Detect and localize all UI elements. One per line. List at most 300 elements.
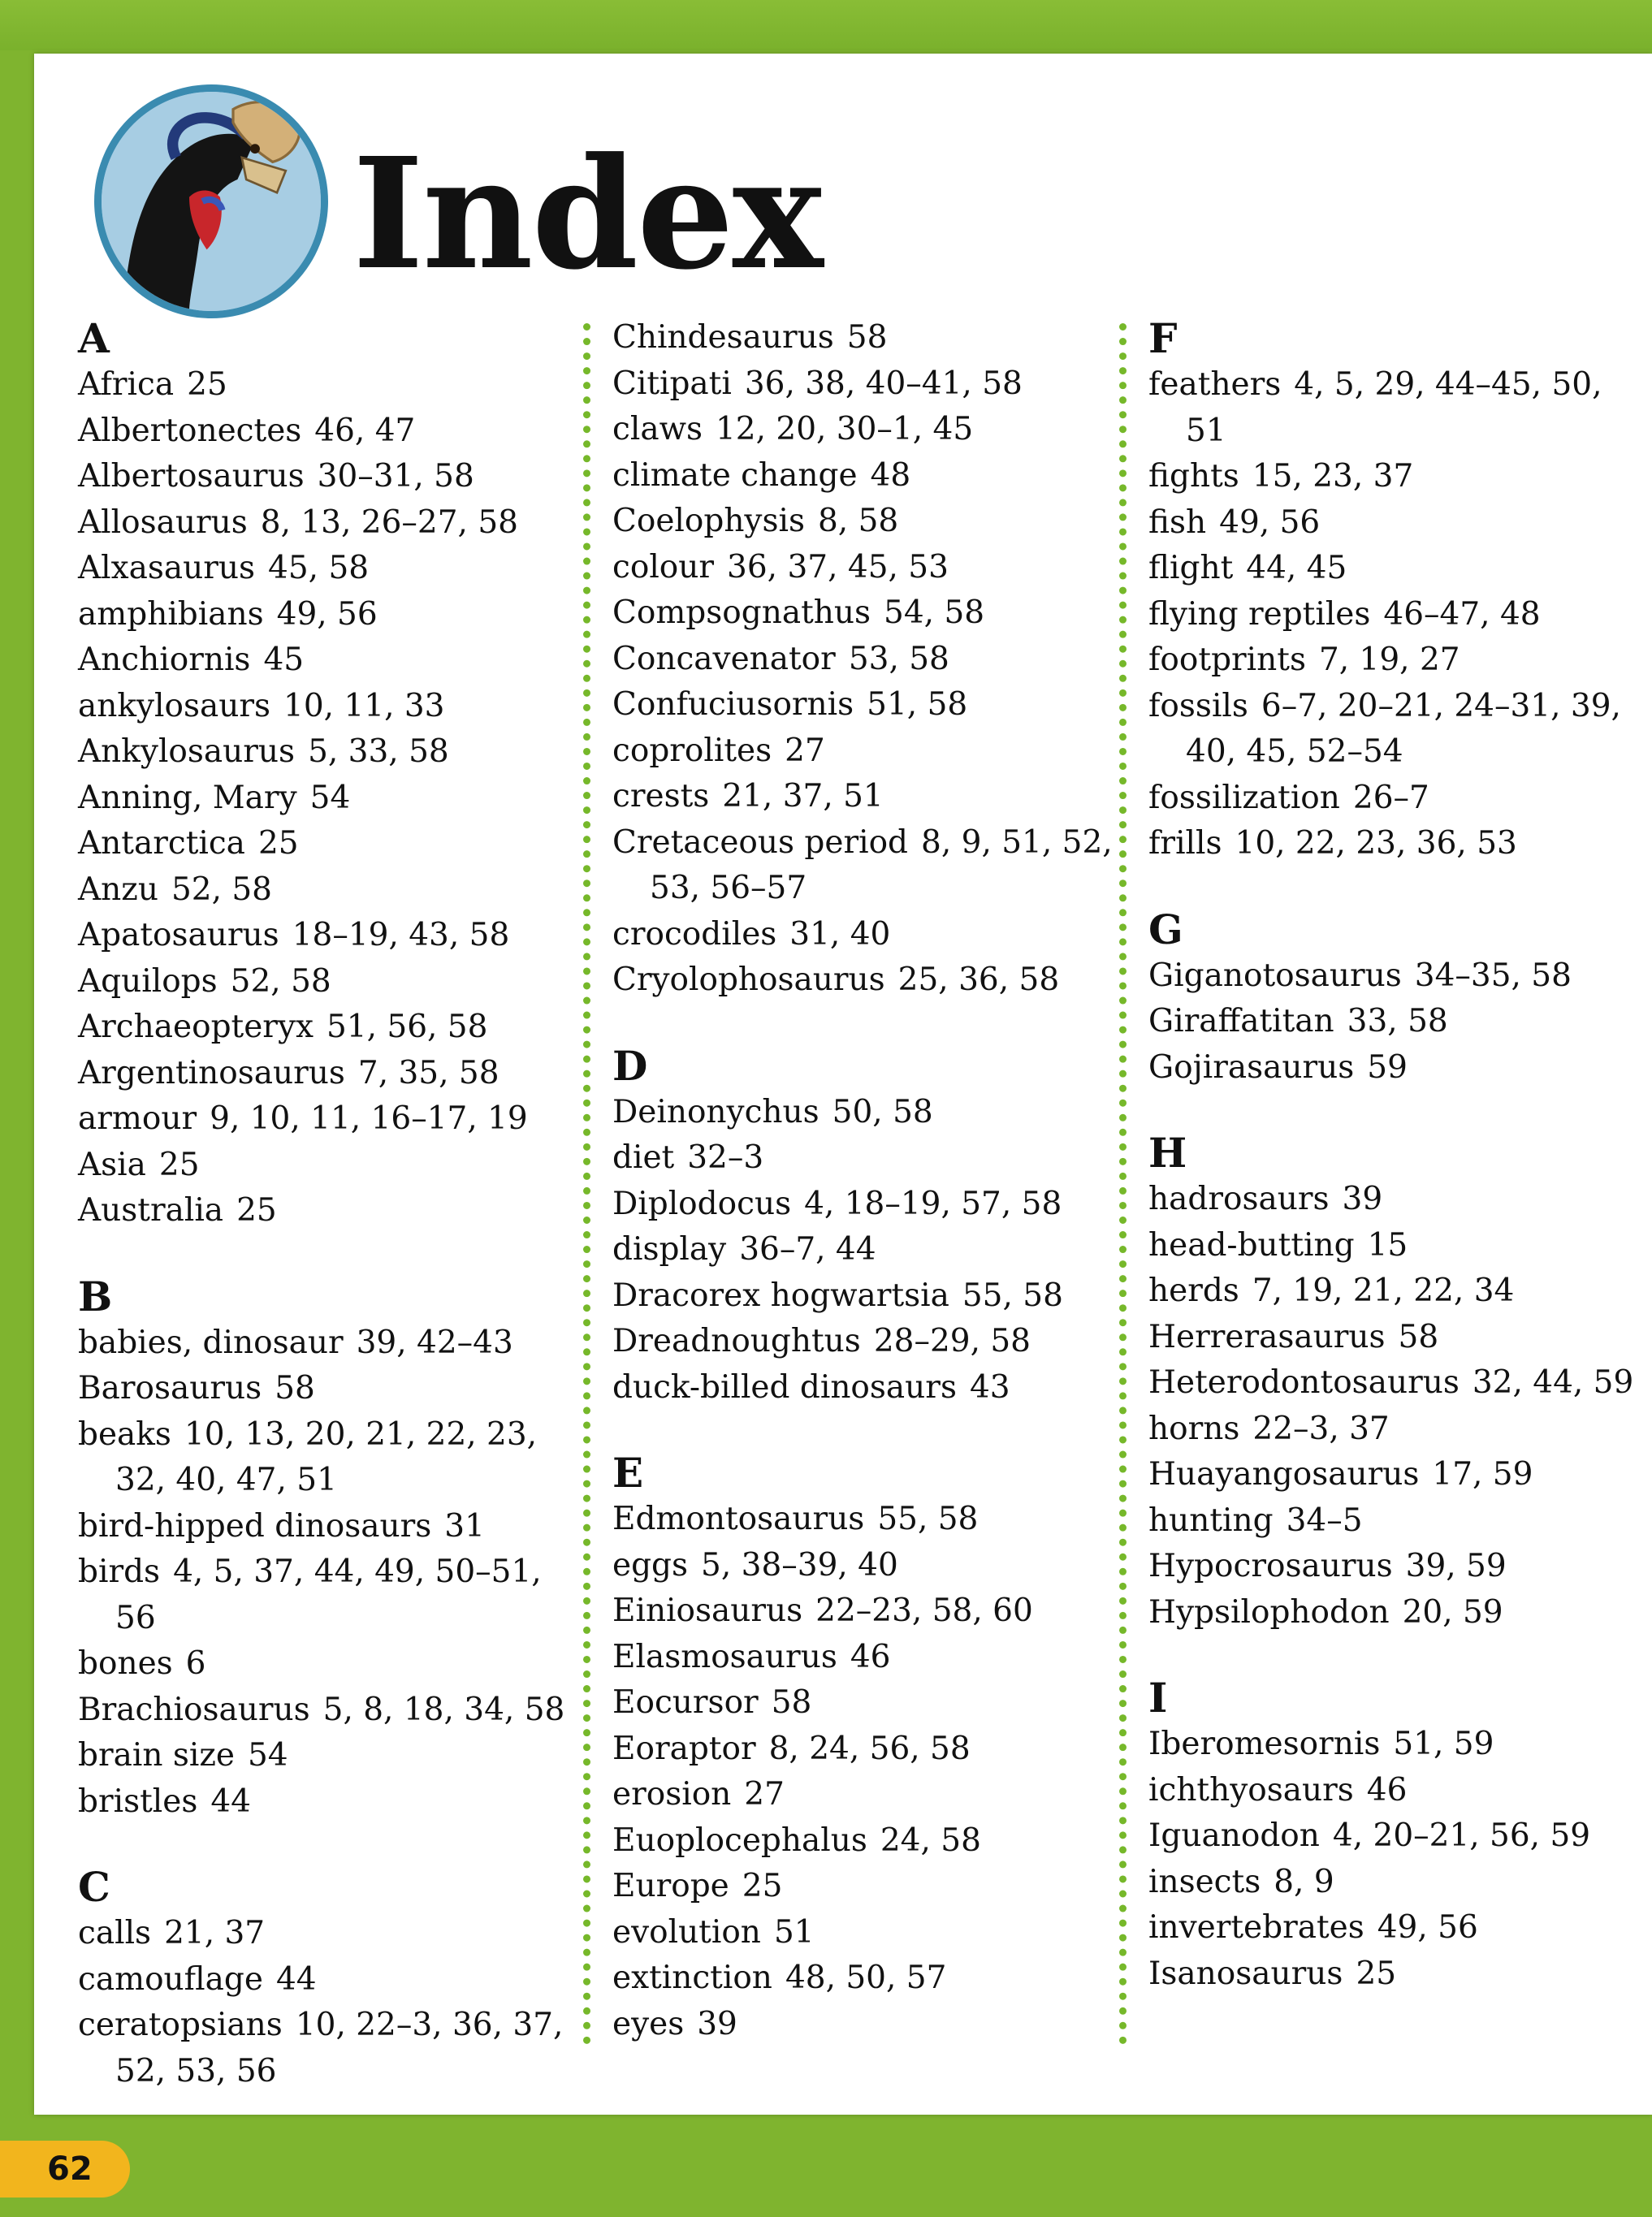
- entry-pages: 22–3, 37: [1252, 1410, 1390, 1447]
- entry-term: crocodiles: [612, 915, 777, 953]
- entry-term: Dreadnoughtus: [612, 1323, 861, 1359]
- entry-term: display: [612, 1231, 727, 1268]
- entry-term: fossilization: [1148, 779, 1340, 816]
- entry-term: Euoplocephalus: [612, 1822, 867, 1859]
- entry-pages: 51, 59: [1393, 1726, 1494, 1762]
- entry-pages: 10, 22–3, 36, 37, 52, 53, 56: [115, 2007, 564, 2090]
- index-entry: [78, 408, 582, 455]
- entry-term: extinction: [612, 1960, 772, 1996]
- index-entry: [1148, 1722, 1652, 1768]
- index-entry: [612, 1090, 1116, 1136]
- entry-term: fossils: [1148, 687, 1248, 724]
- entry-pages: 44: [275, 1960, 317, 1998]
- entry-pages: 25, 36, 58: [897, 962, 1060, 998]
- entry-term: colour: [612, 548, 715, 586]
- index-entry: [78, 913, 582, 959]
- index-entry: [78, 1733, 582, 1779]
- entry-term: eyes: [612, 2005, 685, 2042]
- entry-pages: 52, 58: [230, 962, 331, 1000]
- entry-term: Anzu: [78, 871, 158, 908]
- index-entry: [612, 361, 1116, 408]
- entry-term: Concavenator: [612, 640, 836, 677]
- section-letter: A: [78, 314, 110, 362]
- entry-term: bones: [78, 1645, 173, 1682]
- entry-term: ichthyosaurs: [1148, 1771, 1354, 1809]
- index-entry: [1148, 953, 1652, 1000]
- entry-term: Eoraptor: [612, 1730, 756, 1767]
- index-entry: [78, 1911, 582, 1957]
- index-entry: [78, 1366, 582, 1412]
- entry-term: crests: [612, 778, 710, 815]
- index-entry: [1148, 1177, 1652, 1223]
- index-entry: [1148, 500, 1652, 547]
- index-entry: [78, 637, 582, 684]
- entry-pages: 4, 5, 37, 44, 49, 50–51, 56: [115, 1554, 542, 1636]
- entry-term: Anchiornis: [78, 642, 251, 678]
- entry-term: Iguanodon: [1148, 1817, 1320, 1854]
- index-entry: [78, 1051, 582, 1097]
- entry-term: Compsognathus: [612, 594, 871, 631]
- entry-pages: 50, 58: [832, 1093, 933, 1130]
- index-entry: [78, 1005, 582, 1051]
- index-entry: [1148, 637, 1652, 684]
- entry-term: Dracorex hogwartsia: [612, 1277, 949, 1314]
- entry-term: hunting: [1148, 1502, 1274, 1539]
- entry-pages: 59: [1367, 1048, 1408, 1086]
- index-entry: [1148, 999, 1652, 1045]
- entry-term: evolution: [612, 1913, 761, 1951]
- entry-pages: 8, 13, 26–27, 58: [260, 503, 518, 541]
- entry-pages: 53, 58: [848, 640, 949, 677]
- entry-pages: 5, 33, 58: [308, 733, 449, 770]
- entry-pages: 4, 20–21, 56, 59: [1332, 1817, 1591, 1854]
- entry-term: Deinonychus: [612, 1093, 820, 1130]
- entry-term: Confuciusornis: [612, 686, 854, 723]
- scan-edge: [0, 0, 1652, 50]
- index-column-2: [612, 315, 1116, 2086]
- entry-pages: 36, 38, 40–41, 58: [744, 365, 1023, 402]
- entry-term: Citipati: [612, 365, 732, 402]
- index-entry: [612, 1680, 1116, 1726]
- index-entry: [1148, 684, 1652, 776]
- entry-term: Albertonectes: [78, 412, 302, 449]
- index-entry: [1148, 546, 1652, 592]
- index-entry: [612, 1135, 1116, 1182]
- index-entry: [78, 1957, 582, 2003]
- entry-term: Albertosaurus: [78, 458, 305, 495]
- entry-pages: 52, 58: [171, 871, 272, 908]
- entry-pages: 49, 56: [1219, 503, 1321, 541]
- index-entry: [612, 499, 1116, 545]
- index-entry: [78, 1504, 582, 1550]
- entry-pages: 25: [236, 1192, 277, 1229]
- index-entry: [1148, 1045, 1652, 1091]
- entry-term: Einiosaurus: [612, 1593, 803, 1629]
- entry-pages: 15, 23, 37: [1252, 458, 1414, 495]
- entry-pages: 26–7: [1352, 779, 1429, 816]
- entry-pages: 21, 37, 51: [722, 778, 884, 815]
- entry-pages: 46, 47: [314, 412, 416, 449]
- entry-pages: 6: [185, 1645, 206, 1682]
- entry-term: herds: [1148, 1273, 1239, 1309]
- section-letter: F: [1148, 314, 1178, 362]
- index-entry: [612, 957, 1116, 1004]
- entry-pages: 32–3: [687, 1139, 764, 1176]
- entry-term: Iberomesornis: [1148, 1726, 1381, 1762]
- entry-term: Anning, Mary: [78, 779, 297, 816]
- entry-pages: 39: [697, 2005, 737, 2042]
- entry-term: ceratopsians: [78, 2007, 283, 2043]
- entry-term: Argentinosaurus: [78, 1054, 345, 1091]
- index-section: [1148, 1675, 1652, 1997]
- entry-term: Cryolophosaurus: [612, 962, 885, 998]
- entry-term: claws: [612, 411, 703, 447]
- section-letter: H: [1148, 1129, 1187, 1177]
- index-entry: [1148, 1590, 1652, 1636]
- index-entry: [1148, 1813, 1652, 1860]
- entry-pages: 31: [444, 1507, 485, 1545]
- entry-term: bristles: [78, 1783, 198, 1820]
- entry-pages: 4, 5, 29, 44–45, 50, 51: [1186, 366, 1602, 449]
- index-entry: [1148, 362, 1652, 454]
- index-entry: [612, 1273, 1116, 1320]
- entry-pages: 7, 35, 58: [357, 1054, 499, 1091]
- entry-pages: 25: [1356, 1955, 1397, 1992]
- index-entry: [78, 729, 582, 776]
- entry-term: Ankylosaurus: [78, 733, 296, 770]
- entry-pages: 25: [742, 1868, 783, 1904]
- entry-pages: 30–31, 58: [317, 458, 474, 495]
- index-entry: [612, 1227, 1116, 1273]
- index-entry: [1148, 592, 1652, 638]
- index-column-1: [78, 315, 582, 2133]
- entry-pages: 58: [846, 319, 888, 356]
- entry-term: amphibians: [78, 595, 264, 633]
- index-entry: [78, 821, 582, 867]
- entry-pages: 39: [1342, 1181, 1383, 1217]
- entry-pages: 32, 44, 59: [1472, 1364, 1634, 1401]
- index-entry: [612, 1543, 1116, 1589]
- entry-pages: 4, 18–19, 57, 58: [804, 1185, 1062, 1222]
- entry-pages: 46: [850, 1638, 891, 1675]
- entry-pages: 18–19, 43, 58: [292, 917, 510, 953]
- index-entry: [1148, 1768, 1652, 1814]
- entry-pages: 36–7, 44: [739, 1231, 876, 1268]
- section-letter: C: [78, 1863, 110, 1911]
- entry-term: head-butting: [1148, 1226, 1355, 1264]
- index-entry: [612, 1772, 1116, 1818]
- entry-term: Hypsilophodon: [1148, 1593, 1390, 1631]
- entry-term: babies, dinosaur: [78, 1324, 344, 1361]
- index-entry: [612, 682, 1116, 728]
- entry-term: Brachiosaurus: [78, 1691, 310, 1728]
- entry-pages: 44: [210, 1783, 251, 1820]
- entry-term: erosion: [612, 1776, 732, 1813]
- index-entry: [78, 1779, 582, 1826]
- index-entry: [1148, 1498, 1652, 1545]
- entry-term: Aquilops: [78, 962, 218, 1000]
- entry-pages: 43: [969, 1368, 1010, 1406]
- index-entry: [612, 2002, 1116, 2048]
- index-entry: [78, 684, 582, 730]
- entry-pages: 10, 13, 20, 21, 22, 23, 32, 40, 47, 51: [115, 1415, 538, 1498]
- index-entry: [78, 1320, 582, 1367]
- index-entry: [612, 637, 1116, 683]
- column-divider: [583, 323, 590, 2045]
- entry-term: calls: [78, 1915, 152, 1951]
- index-entry: [612, 1497, 1116, 1543]
- entry-term: Isanosaurus: [1148, 1955, 1343, 1992]
- entry-pages: 10, 11, 33: [283, 687, 445, 724]
- index-entry: [612, 545, 1116, 591]
- entry-pages: 24, 58: [880, 1822, 981, 1859]
- index-entry: [612, 315, 1116, 361]
- entry-pages: 39, 42–43: [356, 1324, 513, 1361]
- index-entry: [1148, 1360, 1652, 1407]
- entry-pages: 55, 58: [877, 1501, 979, 1537]
- entry-pages: 36, 37, 45, 53: [727, 548, 949, 586]
- entry-pages: 6–7, 20–21, 24–31, 39, 40, 45, 52–54: [1186, 687, 1621, 770]
- entry-pages: 27: [785, 732, 825, 769]
- entry-term: beaks: [78, 1415, 171, 1453]
- entry-term: Asia: [78, 1146, 146, 1183]
- entry-term: Diplodocus: [612, 1185, 792, 1222]
- index-entry: [78, 1096, 582, 1143]
- entry-pages: 54: [309, 779, 351, 816]
- entry-pages: 45: [263, 642, 305, 678]
- entry-pages: 46–47, 48: [1383, 595, 1541, 633]
- index-entry: [612, 1726, 1116, 1773]
- entry-pages: 48: [870, 456, 911, 494]
- entry-pages: 44, 45: [1246, 550, 1347, 586]
- section-letter: E: [612, 1449, 644, 1497]
- entry-pages: 39, 59: [1405, 1548, 1507, 1584]
- entry-pages: 55, 58: [962, 1277, 1063, 1314]
- entry-pages: 15: [1367, 1226, 1408, 1264]
- index-entry: [78, 776, 582, 822]
- entry-term: Elasmosaurus: [612, 1638, 837, 1675]
- index-entry: [1148, 1268, 1652, 1315]
- index-entry: [1148, 776, 1652, 822]
- index-entry: [78, 2003, 582, 2094]
- entry-pages: 45, 58: [268, 550, 370, 586]
- entry-term: armour: [78, 1100, 197, 1137]
- entry-pages: 8, 9, 51, 52, 53, 56–57: [650, 823, 1113, 906]
- entry-pages: 28–29, 58: [873, 1323, 1031, 1359]
- index-entry: [1148, 1223, 1652, 1269]
- index-section: [1148, 906, 1652, 1091]
- index-entry: [78, 1412, 582, 1504]
- index-entry: [612, 453, 1116, 499]
- entry-pages: 25: [257, 825, 299, 862]
- index-entry: [612, 1635, 1116, 1681]
- index-section: [612, 315, 1116, 1004]
- entry-term: camouflage: [78, 1960, 263, 1998]
- index-entry: [612, 912, 1116, 958]
- entry-term: Apatosaurus: [78, 917, 279, 953]
- entry-term: Alxasaurus: [78, 550, 256, 586]
- index-entry: [612, 774, 1116, 820]
- index-entry: [1148, 1951, 1652, 1998]
- entry-pages: 34–35, 58: [1414, 957, 1572, 994]
- entry-term: flight: [1148, 550, 1234, 586]
- index-entry: [612, 590, 1116, 637]
- entry-pages: 51, 56, 58: [326, 1009, 488, 1045]
- entry-term: eggs: [612, 1546, 689, 1584]
- entry-pages: 49, 56: [1377, 1909, 1478, 1946]
- dinosaur-head-portrait-icon: [94, 84, 328, 318]
- entry-term: frills: [1148, 825, 1222, 862]
- index-entry: [612, 1864, 1116, 1910]
- entry-term: Allosaurus: [78, 503, 248, 541]
- index-entry: [612, 1319, 1116, 1365]
- index-entry: [1148, 1544, 1652, 1590]
- entry-term: Hypocrosaurus: [1148, 1548, 1393, 1584]
- entry-term: Heterodontosaurus: [1148, 1364, 1460, 1401]
- index-entry: [78, 1188, 582, 1234]
- entry-term: flying reptiles: [1148, 595, 1371, 633]
- entry-term: invertebrates: [1148, 1909, 1364, 1946]
- entry-pages: 54: [247, 1737, 288, 1774]
- entry-term: Cretaceous period: [612, 823, 909, 861]
- entry-term: bird-hipped dinosaurs: [78, 1507, 432, 1545]
- index-entry: [612, 407, 1116, 453]
- entry-term: duck-billed dinosaurs: [612, 1368, 957, 1406]
- entry-term: footprints: [1148, 642, 1306, 678]
- page-number: 62: [0, 2141, 130, 2198]
- entry-pages: 34–5: [1286, 1502, 1363, 1539]
- entry-pages: 8, 24, 56, 58: [768, 1730, 971, 1767]
- index-section: [78, 1273, 582, 1826]
- index-entry: [1148, 454, 1652, 500]
- entry-term: Antarctica: [78, 825, 245, 862]
- entry-pages: 51, 58: [867, 686, 968, 723]
- entry-term: ankylosaurs: [78, 687, 271, 724]
- index-entry: [612, 1588, 1116, 1635]
- section-letter: I: [1148, 1674, 1168, 1722]
- entry-pages: 27: [744, 1776, 785, 1813]
- index-entry: [1148, 1315, 1652, 1361]
- entry-term: Europe: [612, 1868, 729, 1904]
- entry-term: insects: [1148, 1863, 1261, 1900]
- index-entry: [78, 959, 582, 1005]
- index-entry: [1148, 1860, 1652, 1906]
- entry-term: coprolites: [612, 732, 772, 769]
- index-entry: [78, 592, 582, 638]
- entry-term: birds: [78, 1554, 161, 1590]
- index-entry: [78, 546, 582, 592]
- entry-term: Coelophysis: [612, 503, 805, 539]
- entry-term: Herrerasaurus: [1148, 1318, 1386, 1355]
- entry-pages: 8, 9: [1274, 1863, 1334, 1900]
- entry-pages: 58: [275, 1370, 315, 1407]
- index-entry: [78, 1143, 582, 1189]
- entry-term: hadrosaurs: [1148, 1181, 1330, 1217]
- entry-term: Edmontosaurus: [612, 1501, 865, 1537]
- index-entry: [78, 500, 582, 547]
- index-entry: [78, 362, 582, 408]
- index-section: [612, 1043, 1116, 1411]
- index-entry: [612, 1365, 1116, 1411]
- entry-term: Giganotosaurus: [1148, 957, 1402, 994]
- index-section: [1148, 1130, 1652, 1636]
- entry-term: climate change: [612, 456, 858, 494]
- index-entry: [612, 1956, 1116, 2002]
- entry-pages: 54, 58: [884, 594, 985, 631]
- entry-term: Australia: [78, 1192, 224, 1229]
- index-entry: [612, 1818, 1116, 1865]
- index-entry: [1148, 821, 1652, 867]
- entry-pages: 51: [773, 1913, 815, 1951]
- entry-pages: 5, 38–39, 40: [701, 1546, 898, 1584]
- index-entry: [612, 820, 1116, 912]
- entry-term: Chindesaurus: [612, 319, 834, 356]
- index-entry: [612, 1182, 1116, 1228]
- index-entry: [612, 728, 1116, 775]
- column-divider: [1119, 323, 1127, 2045]
- section-letter: B: [78, 1272, 113, 1320]
- section-letter: G: [1148, 905, 1183, 953]
- entry-pages: 17, 59: [1432, 1456, 1533, 1493]
- entry-pages: 12, 20, 30–1, 45: [715, 411, 974, 447]
- index-entry: [78, 1641, 582, 1688]
- entry-term: Archaeopteryx: [78, 1009, 314, 1045]
- entry-term: Huayangosaurus: [1148, 1456, 1420, 1493]
- section-letter: D: [612, 1041, 648, 1090]
- entry-term: horns: [1148, 1410, 1240, 1447]
- entry-term: feathers: [1148, 366, 1282, 403]
- entry-pages: 25: [187, 366, 227, 403]
- index-column-3: [1148, 315, 1652, 2036]
- entry-term: Africa: [78, 366, 175, 403]
- index-entry: [612, 1910, 1116, 1956]
- entry-pages: 49, 56: [276, 595, 378, 633]
- index-section: [78, 1864, 582, 2094]
- index-entry: [78, 1688, 582, 1734]
- index-section: [612, 1450, 1116, 2047]
- entry-pages: 20, 59: [1402, 1593, 1503, 1631]
- index-entry: [78, 1549, 582, 1641]
- entry-pages: 7, 19, 21, 22, 34: [1252, 1273, 1515, 1309]
- index-section: [78, 315, 582, 1234]
- index-section: [1148, 315, 1652, 867]
- entry-term: Barosaurus: [78, 1370, 262, 1407]
- entry-term: Gojirasaurus: [1148, 1048, 1355, 1086]
- index-entry: [1148, 1407, 1652, 1453]
- entry-pages: 25: [158, 1146, 200, 1183]
- entry-term: Giraffatitan: [1148, 1003, 1334, 1039]
- entry-term: diet: [612, 1139, 675, 1176]
- entry-pages: 31, 40: [789, 915, 891, 953]
- entry-term: fights: [1148, 458, 1239, 495]
- index-entry: [1148, 1905, 1652, 1951]
- entry-pages: 46: [1366, 1771, 1408, 1809]
- entry-pages: 7, 19, 27: [1318, 642, 1460, 678]
- entry-pages: 9, 10, 11, 16–17, 19: [210, 1100, 528, 1137]
- entry-pages: 21, 37: [164, 1915, 266, 1951]
- page-title: Index: [352, 124, 822, 304]
- entry-pages: 58: [1398, 1318, 1439, 1355]
- index-entry: [1148, 1452, 1652, 1498]
- entry-term: fish: [1148, 503, 1207, 541]
- entry-term: Eocursor: [612, 1684, 759, 1721]
- entry-term: brain size: [78, 1737, 235, 1774]
- index-entry: [78, 867, 582, 914]
- entry-pages: 8, 58: [817, 503, 899, 539]
- entry-pages: 5, 8, 18, 34, 58: [322, 1691, 565, 1728]
- entry-pages: 33, 58: [1347, 1003, 1448, 1039]
- entry-pages: 58: [771, 1684, 812, 1721]
